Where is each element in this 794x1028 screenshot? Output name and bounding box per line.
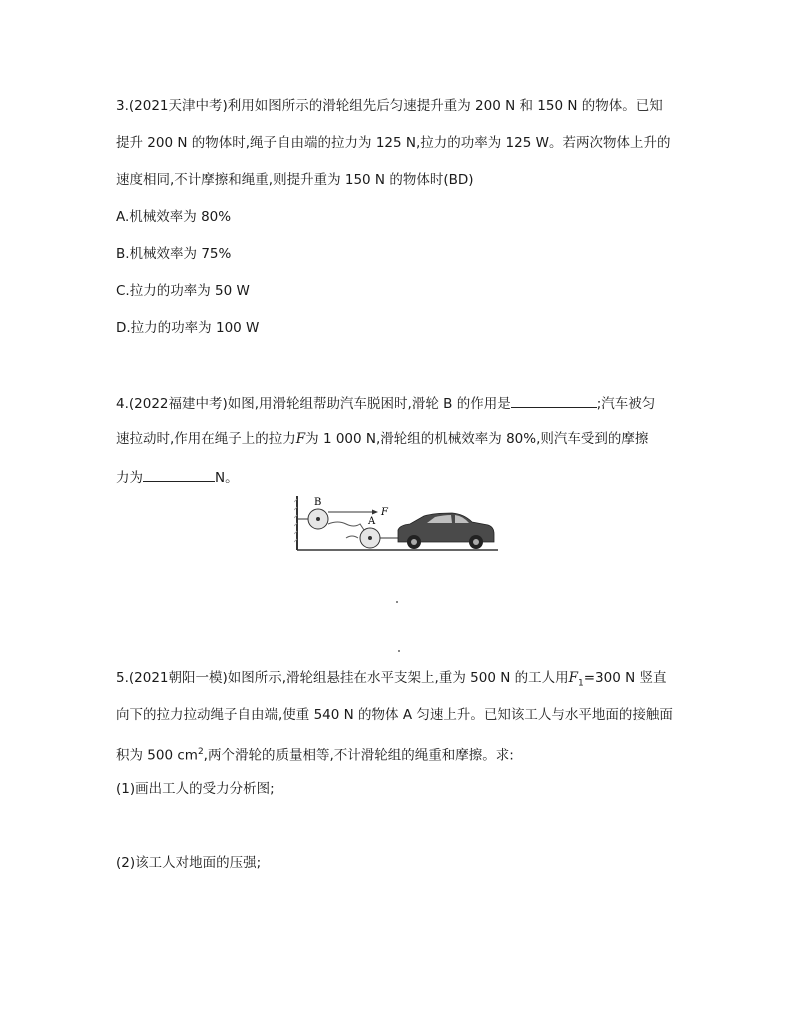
pulley-b-hub xyxy=(316,517,320,521)
q3-line-3: 速度相同,不计摩擦和绳重,则提升重为 150 N 的物体时(BD) xyxy=(116,172,474,188)
q5-line-1 xyxy=(116,669,666,693)
q3-line-2: 提升 200 N 的物体时,绳子自由端的拉力为 125 N,拉力的功率为 125 W。若两次物体上升的 xyxy=(116,135,671,151)
q5-part-2: (2)该工人对地面的压强; xyxy=(116,855,262,871)
force-arrow-head xyxy=(372,510,378,515)
q4-line-3-text-a: 力为 xyxy=(116,470,143,486)
label-a: A xyxy=(368,516,376,527)
q4-line-3 xyxy=(116,467,239,487)
pulley-car-illustration xyxy=(294,494,500,552)
q4-line-3-text-b: N。 xyxy=(215,470,239,486)
force-variable: F xyxy=(295,431,306,447)
q3-option-a: A.机械效率为 80% xyxy=(116,209,232,225)
q3-option-b: B.机械效率为 75% xyxy=(116,246,232,262)
scan-mark xyxy=(396,601,398,603)
q5-line-1-text-a: 5.(2021朝阳一模)如图所示,滑轮组悬挂在水平支架上,重为 500 N 的工人用 xyxy=(116,670,569,686)
q3-line-1: 3.(2021天津中考)利用如图所示的滑轮组先后匀速提升重为 200 N 和 150 N 的物体。已知 xyxy=(116,98,663,114)
q5-line-3 xyxy=(116,743,514,765)
q3-option-d: D.拉力的功率为 100 W xyxy=(116,320,260,336)
q4-line-1-text-b: ;汽车被匀 xyxy=(596,396,656,412)
q5-line-2: 向下的拉力拉动绳子自由端,使重 540 N 的物体 A 匀速上升。已知该工人与水平地面的接触面 xyxy=(116,707,673,723)
q4-line-1 xyxy=(116,393,655,413)
pulley-car-figure xyxy=(294,494,500,556)
rope-to-pulley-a xyxy=(346,536,358,538)
force-f1-variable: F xyxy=(568,670,578,686)
label-f: F xyxy=(381,507,388,518)
q3-option-c: C.拉力的功率为 50 W xyxy=(116,283,250,299)
q4-line-1-text-a: 4.(2022福建中考)如图,用滑轮组帮助汽车脱困时,滑轮 B 的作用是 xyxy=(116,396,511,412)
scan-mark xyxy=(398,650,400,652)
label-b: B xyxy=(314,497,322,508)
pulley-a-hub xyxy=(368,536,372,540)
force-f1-subscript: 1 xyxy=(577,678,584,689)
area-unit-exponent: 2 xyxy=(197,747,204,757)
q4-line-2 xyxy=(116,430,648,448)
q5-line-3-text-b: ,两个滑轮的质量相等,不计滑轮组的绳重和摩擦。求: xyxy=(203,747,514,764)
q5-line-1-text-b: =300 N 竖直 xyxy=(583,670,667,686)
q4-line-2-text-a: 速拉动时,作用在绳子上的拉力 xyxy=(116,431,296,447)
q5-part-1: (1)画出工人的受力分析图; xyxy=(116,781,275,797)
rope-bottom xyxy=(328,522,364,530)
answer-blank-2[interactable] xyxy=(143,467,215,482)
q4-line-2-text-b: 为 1 000 N,滑轮组的机械效率为 80%,则汽车受到的摩擦 xyxy=(305,431,649,447)
q5-line-3-text-a: 积为 500 cm xyxy=(116,747,198,764)
answer-blank-1[interactable] xyxy=(511,393,597,408)
